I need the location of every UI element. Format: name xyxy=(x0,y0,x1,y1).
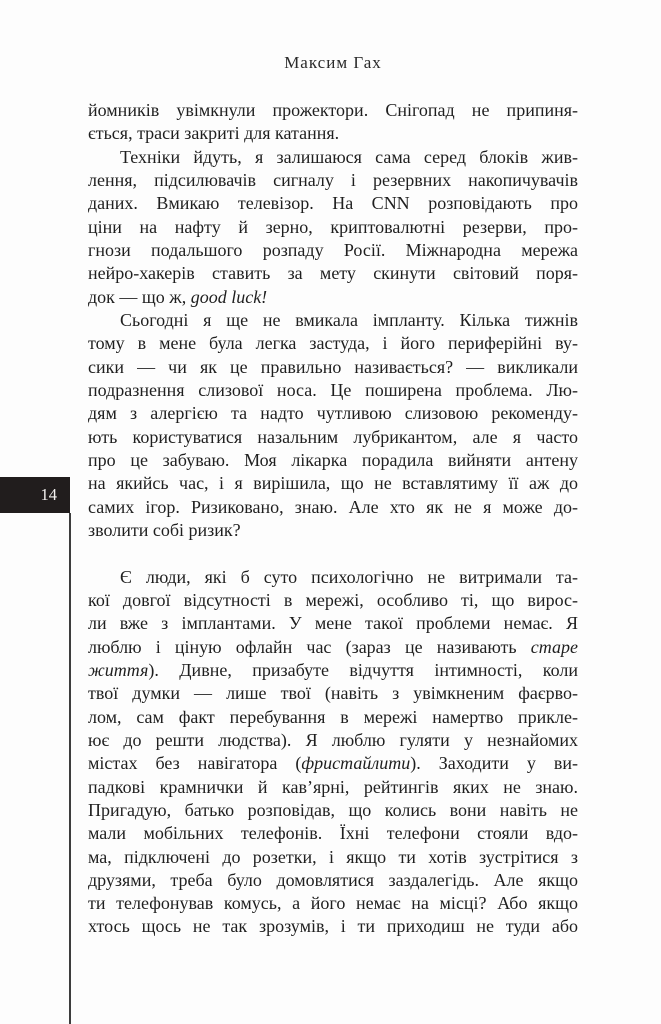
text-line: Техніки йдуть, я залишаюся сама серед блоків жив- xyxy=(120,146,578,167)
running-header: Максим Гах xyxy=(284,53,382,72)
text-line: життя). Дивне, призабуте відчуття інтимності, коли xyxy=(88,659,578,680)
text-line: Є люди, які б суто психологічно не витримали та- xyxy=(120,566,578,587)
text-line: ється, траси закриті для катання. xyxy=(88,123,340,144)
text-line: падкові крамнички й кав’ярні, рейтингів яких не знаю. xyxy=(88,776,578,797)
text-line: хтось щось не так зрозумів, і ти приходиш не туди або xyxy=(88,916,578,937)
text-line: зволити собі ризик? xyxy=(88,519,241,540)
text-line: твої думки — лише твої (навіть з увімкненим фаєрво- xyxy=(88,683,578,704)
text-line: лом, сам факт перебування в мережі намертво прикле- xyxy=(88,706,578,727)
text-line: про це забуваю. Моя лікарка порадила вийняти антену xyxy=(88,449,578,470)
text-line: ює до решти людства). Я люблю гуляти у незнайомих xyxy=(88,729,578,750)
text-line: люблю і ціную офлайн час (зараз це називають старе xyxy=(88,636,578,657)
text-line: кої довгої відсутності в мережі, особливо ті, що вирос- xyxy=(88,589,578,610)
text-line: сики — чи як це правильно називається? — викликали xyxy=(88,356,578,377)
text-line: лення, підсилювачів сигналу і резервних накопичувачів xyxy=(88,169,578,190)
paragraph xyxy=(88,146,578,309)
text-line: ти телефонував комусь, а його немає на місці? Або якщо xyxy=(88,893,578,914)
text-line: подразнення слизової носа. Це поширена проблема. Лю- xyxy=(88,379,578,400)
text-line: ма, підключені до розетки, і якщо ти хотів зустрітися з xyxy=(88,846,578,867)
text-line: нейро-хакерів ставить за мету скинути світовий поря- xyxy=(88,263,578,284)
text-line: йомників увімкнули прожектори. Снігопад не припиня- xyxy=(88,100,578,120)
text-line: даних. Вмикаю телевізор. На CNN розповідають про xyxy=(88,193,578,214)
text-line: Сьогодні я ще не вмикала імпланту. Кілька тижнів xyxy=(120,309,578,330)
text-line: Пригадую, батько розповідав, що колись вони навіть не xyxy=(88,799,578,820)
paragraph xyxy=(88,309,578,542)
page-number: 14 xyxy=(40,485,57,504)
text-line: гнози подальшого розпаду Росії. Міжнародна мережа xyxy=(88,239,578,260)
text-line: дям з алергією та надто чутливою слизовою рекоменду- xyxy=(88,403,578,424)
text-line: ли вже з імплантами. У мене такої проблеми немає. Я xyxy=(88,613,578,634)
text-line: мали мобільних телефонів. Їхні телефони стояли вдо- xyxy=(88,823,578,844)
paragraph xyxy=(88,99,578,146)
text-line: на якийсь час, і я вирішила, що не вставлятиму її аж до xyxy=(88,473,578,494)
left-margin-rule xyxy=(69,513,71,1024)
paragraph xyxy=(88,566,578,939)
text-block xyxy=(88,99,578,939)
page-number-badge xyxy=(0,477,70,513)
text-line: ціни на нафту й зерно, криптовалютні резерви, про- xyxy=(88,216,578,237)
text-line: ють користуватися назальним лубрикантом, але я часто xyxy=(88,426,578,447)
text-line: містах без навігатора (фристайлити). Заходити у ви- xyxy=(88,753,578,774)
text-line: тому в мене була легка застуда, і його периферійні ву- xyxy=(88,333,578,354)
text-line: самих ігор. Ризиковано, знаю. Але хто як не я може до- xyxy=(88,496,578,517)
text-line: док — що ж, good luck! xyxy=(88,286,268,307)
text-line: друзями, треба було домовлятися заздалегідь. Але якщо xyxy=(88,869,578,890)
